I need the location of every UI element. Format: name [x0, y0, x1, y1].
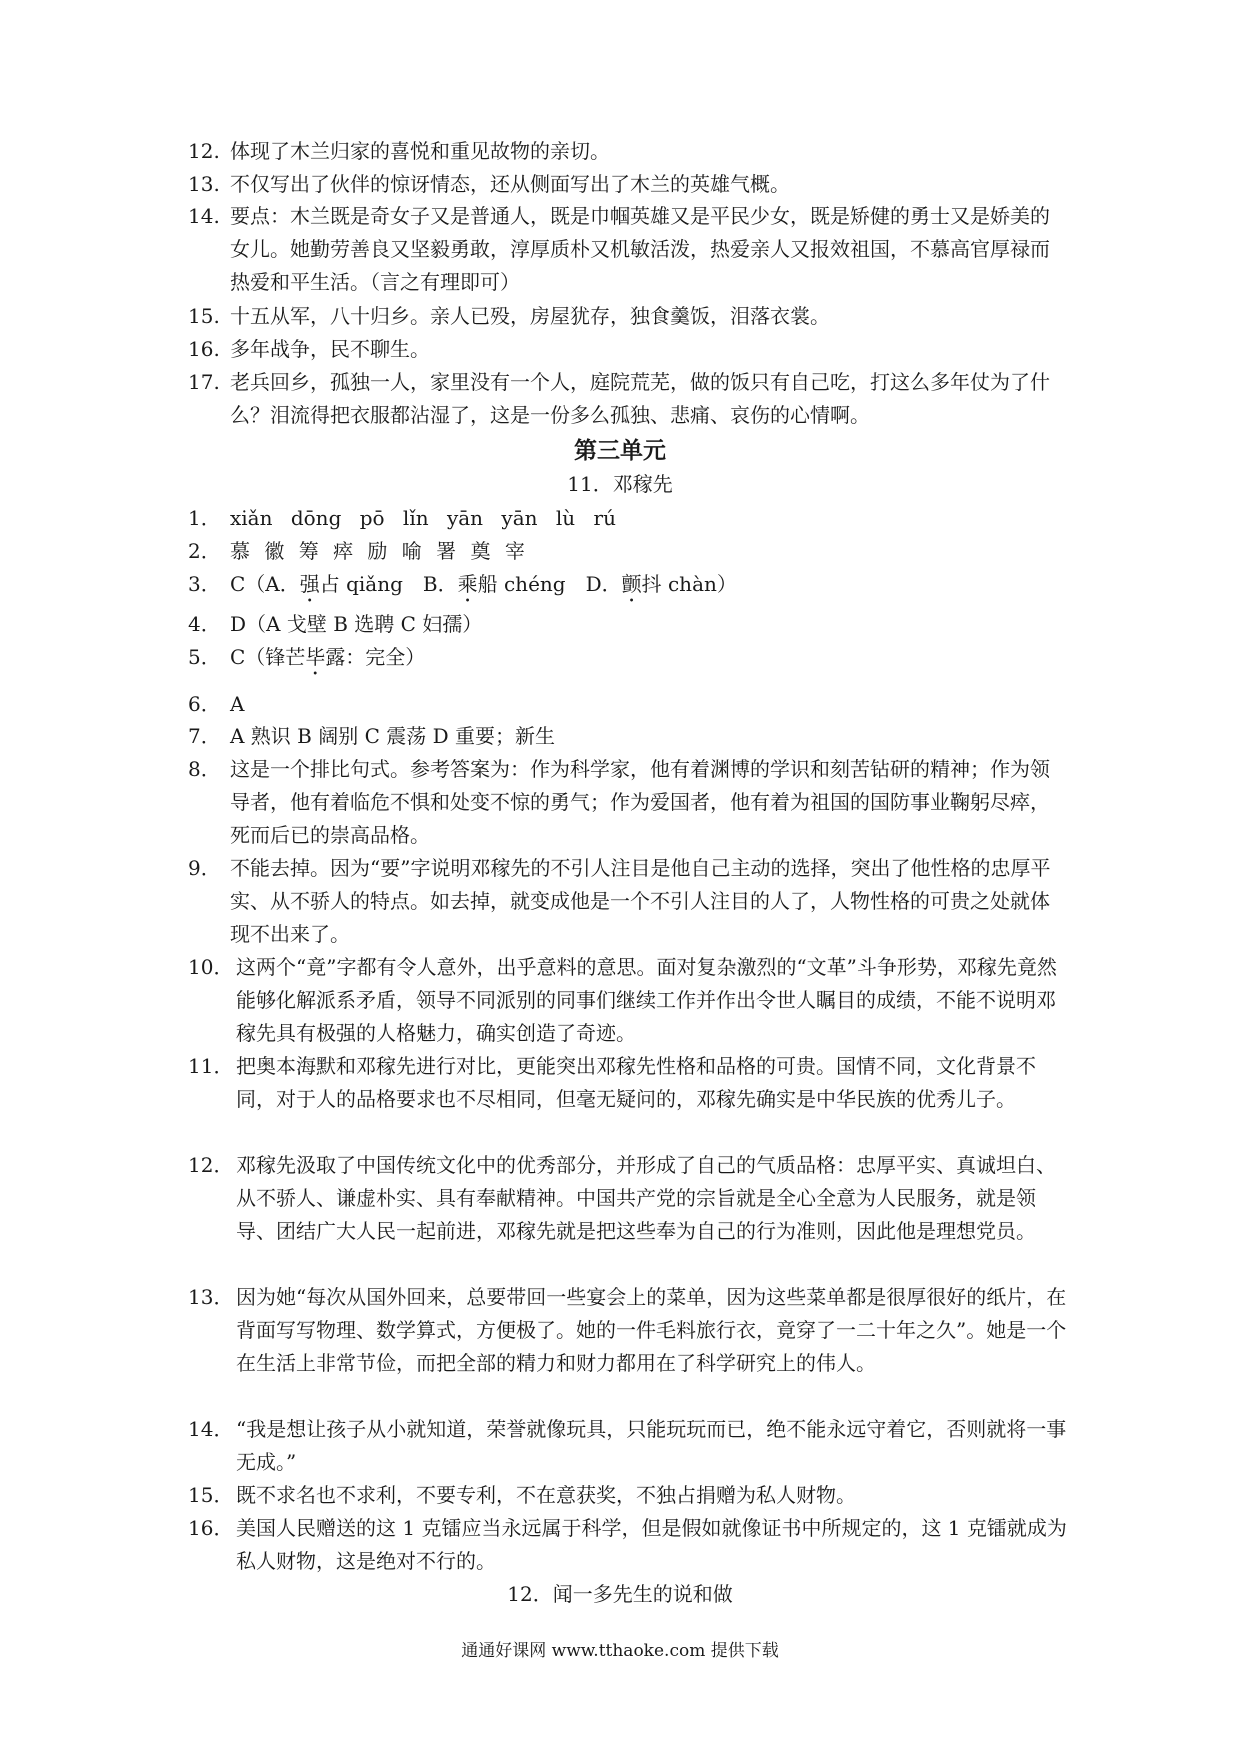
emphasized-char: 毕 [305, 645, 326, 669]
item-number: 13. [188, 172, 220, 196]
answer-item [188, 1413, 1068, 1479]
item-text: 邓稼先汲取了中国传统文化中的优秀部分，并形成了自己的气质品格：忠厚平实、真诚坦白、从不骄人、谦虚朴实、具有奉献精神。中国共产党的宗旨就是全心全意为人民服务，就是领导、团结广大人民一起前进，邓稼先就是把这些奉为自己的行为准则，因此他是理想党员。 [236, 1153, 1056, 1243]
item-text: xiǎn dōng pō lǐn yān yān lù rú [230, 506, 616, 530]
answer-item [188, 568, 1068, 607]
answer-item [188, 753, 1068, 852]
item-number: 8． [188, 757, 221, 781]
item-number: 10． [188, 955, 234, 979]
item-number: 15． [188, 1483, 234, 1507]
answer-item [188, 200, 1068, 299]
item-text: 体现了木兰归家的喜悦和重见故物的亲切。 [230, 139, 610, 163]
item-text: “我是想让孩子从小就知道，荣誉就像玩具，只能玩玩而已，绝不能永远守着它，否则就将一事无成。” [236, 1417, 1067, 1474]
item-number: 14． [188, 1417, 234, 1441]
item-number: 9． [188, 856, 221, 880]
item-number: 16. [188, 337, 220, 361]
answer-item [188, 852, 1068, 951]
item-number: 3． [188, 572, 221, 596]
item-text: 因为她“每次从国外回来，总要带回一些宴会上的菜单，因为这些菜单都是很厚很好的纸片，在背面写写物理、数学算式，方便极了。她的一件毛料旅行衣，竟穿了一二十年之久”。她是一个在生活上非常节俭，而把全部的精力和财力都用在了科学研究上的伟人。 [236, 1285, 1067, 1375]
item-text: D（A 戈壁 B 选聘 C 妇孺） [230, 612, 483, 636]
item-text: 不能去掉。因为“要”字说明邓稼先的不引人注目是他自己主动的选择，突出了他性格的忠厚平实、从不骄人的特点。如去掉，就变成他是一个不引人注目的人了，人物性格的可贵之处就体现不出来了。 [230, 856, 1051, 946]
item-text: 既不求名也不求利，不要专利，不在意获奖，不独占捐赠为私人财物。 [236, 1483, 856, 1507]
item-number: 6． [188, 692, 221, 716]
item-text: C（A．强占 qiǎng B．乘船 chéng D．颤抖 chàn） [230, 572, 737, 596]
emphasized-char: 颤 [621, 572, 642, 596]
unit-title: 第三单元 [574, 437, 666, 464]
emphasized-char: 乘 [457, 572, 478, 596]
item-text: 这是一个排比句式。参考答案为：作为科学家，他有着渊博的学识和刻苦钻研的精神；作为领导者，他有着临危不惧和处变不惊的勇气；作为爱国者，他有着为祖国的国防事业鞠躬尽瘁，死而后已的崇高品格。 [230, 757, 1050, 847]
item-number: 15. [188, 304, 220, 328]
item-text: 要点：木兰既是奇女子又是普通人，既是巾帼英雄又是平民少女，既是矫健的勇士又是娇美的女儿。她勤劳善良又坚毅勇敢，淳厚质朴又机敏活泼，热爱亲人又报效祖国，不慕高官厚禄而热爱和平生活。（言之有理即可） [230, 204, 1050, 294]
answer-item [188, 502, 1068, 535]
item-number: 2． [188, 539, 221, 563]
item-text: A [230, 692, 245, 716]
answer-item [188, 1479, 1068, 1512]
item-number: 17. [188, 370, 220, 394]
item-number: 11． [188, 1054, 234, 1078]
item-text: 十五从军，八十归乡。亲人已殁，房屋犹存，独食羹饭，泪落衣裳。 [230, 304, 830, 328]
answer-item [188, 720, 1068, 753]
answer-item [188, 1149, 1068, 1248]
answer-item [188, 1281, 1068, 1380]
item-number: 12. [188, 139, 220, 163]
item-number: 4． [188, 612, 221, 636]
item-number: 16． [188, 1516, 234, 1540]
item-text: C（锋芒毕露：完全） [230, 645, 426, 669]
item-number: 7． [188, 724, 221, 748]
item-number: 1． [188, 506, 221, 530]
item-text: A 熟识 B 阔别 C 震荡 D 重要；新生 [230, 724, 555, 748]
answer-item [188, 641, 1068, 680]
item-text: 美国人民赠送的这 1 克镭应当永远属于科学，但是假如就像证书中所规定的，这 1 克镭就成为私人财物，这是绝对不行的。 [236, 1516, 1067, 1573]
item-text: 慕 徽 筹 瘁 励 喻 署 奠 宰 [230, 539, 525, 563]
item-number: 13． [188, 1285, 234, 1309]
item-text: 多年战争，民不聊生。 [230, 337, 430, 361]
item-number: 5． [188, 645, 221, 669]
answer-item [188, 608, 1068, 641]
item-text: 把奥本海默和邓稼先进行对比，更能突出邓稼先性格和品格的可贵。国情不同，文化背景不同，对于人的品格要求也不尽相同，但毫无疑问的，邓稼先确实是中华民族的优秀儿子。 [236, 1054, 1036, 1111]
page-footer: 通通好课网 www.tthaoke.com 提供下载 [461, 1641, 779, 1661]
answer-item [188, 168, 1068, 201]
answer-item [188, 535, 1068, 568]
lesson-title: 11．邓稼先 [567, 472, 673, 496]
item-text: 不仅写出了伙伴的惊讶情态，还从侧面写出了木兰的英雄气概。 [230, 172, 790, 196]
answer-item [188, 951, 1068, 1050]
answer-item [188, 135, 1068, 168]
item-number: 12． [188, 1153, 234, 1177]
answer-item [188, 333, 1068, 366]
answer-item [188, 300, 1068, 333]
next-lesson-title: 12．闻一多先生的说和做 [507, 1582, 733, 1606]
answer-item [188, 1050, 1068, 1116]
answer-item [188, 688, 1068, 721]
item-number: 14. [188, 204, 220, 228]
answer-item [188, 366, 1068, 432]
item-text: 老兵回乡，孤独一人，家里没有一个人，庭院荒芜，做的饭只有自己吃，打这么多年仗为了什么？泪流得把衣服都沾湿了，这是一份多么孤独、悲痛、哀伤的心情啊。 [230, 370, 1050, 427]
answer-item [188, 1512, 1068, 1578]
emphasized-char: 强 [299, 572, 320, 596]
item-text: 这两个“竟”字都有令人意外，出乎意料的意思。面对复杂激烈的“文革”斗争形势，邓稼先竟然能够化解派系矛盾，领导不同派别的同事们继续工作并作出令世人瞩目的成绩，不能不说明邓稼先具有极强的人格魅力，确实创造了奇迹。 [236, 955, 1057, 1045]
